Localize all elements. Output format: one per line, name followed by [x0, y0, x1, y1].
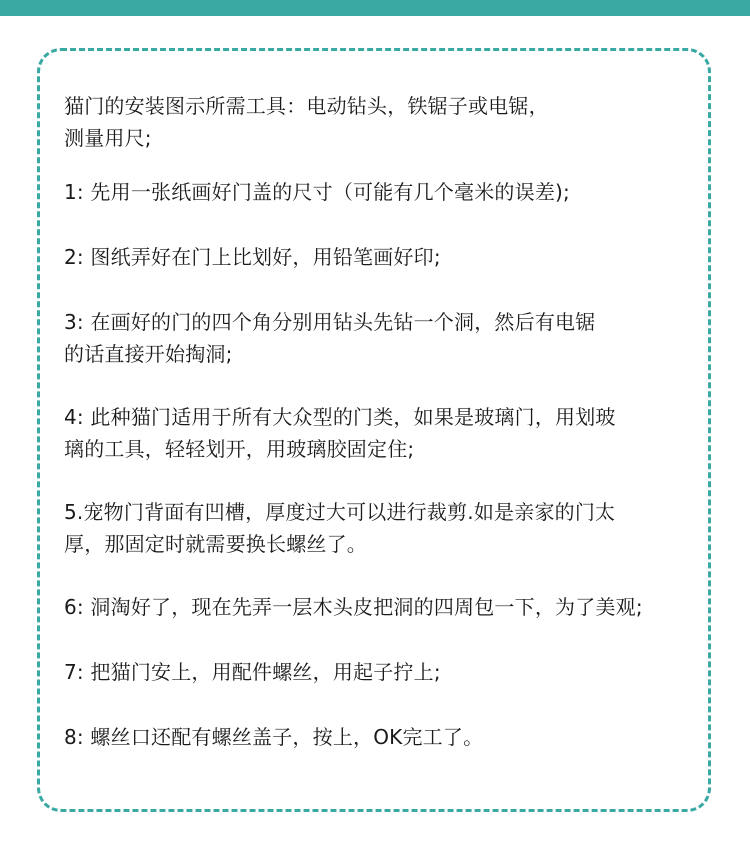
step-5: 5.宠物门背面有凹槽，厚度过大可以进行裁剪.如是亲家的门太 厚，那固定时就需要换长螺丝了。 [64, 500, 616, 556]
step-2: 2: 图纸弄好在门上比划好，用铅笔画好印; [64, 245, 441, 269]
step-8: 8: 螺丝口还配有螺丝盖子，按上，OK完工了。 [64, 725, 484, 749]
step-7: 7: 把猫门安上，用配件螺丝，用起子拧上; [64, 660, 441, 684]
tools-intro: 猫门的安装图示所需工具：电动钻头，铁锯子或电锯， 测量用尺; [64, 94, 549, 150]
step-1: 1: 先用一张纸画好门盖的尺寸（可能有几个毫米的误差); [64, 180, 570, 204]
step-4: 4: 此种猫门适用于所有大众型的门类，如果是玻璃门，用划玻 璃的工具，轻轻划开，用玻璃胶固定住; [64, 405, 616, 461]
step-6: 6: 洞淘好了，现在先弄一层木头皮把洞的四周包一下，为了美观; [64, 595, 643, 619]
step-3: 3: 在画好的门的四个角分别用钻头先钻一个洞，然后有电锯 的话直接开始掏洞; [64, 310, 596, 366]
top-accent-bar [0, 0, 750, 16]
